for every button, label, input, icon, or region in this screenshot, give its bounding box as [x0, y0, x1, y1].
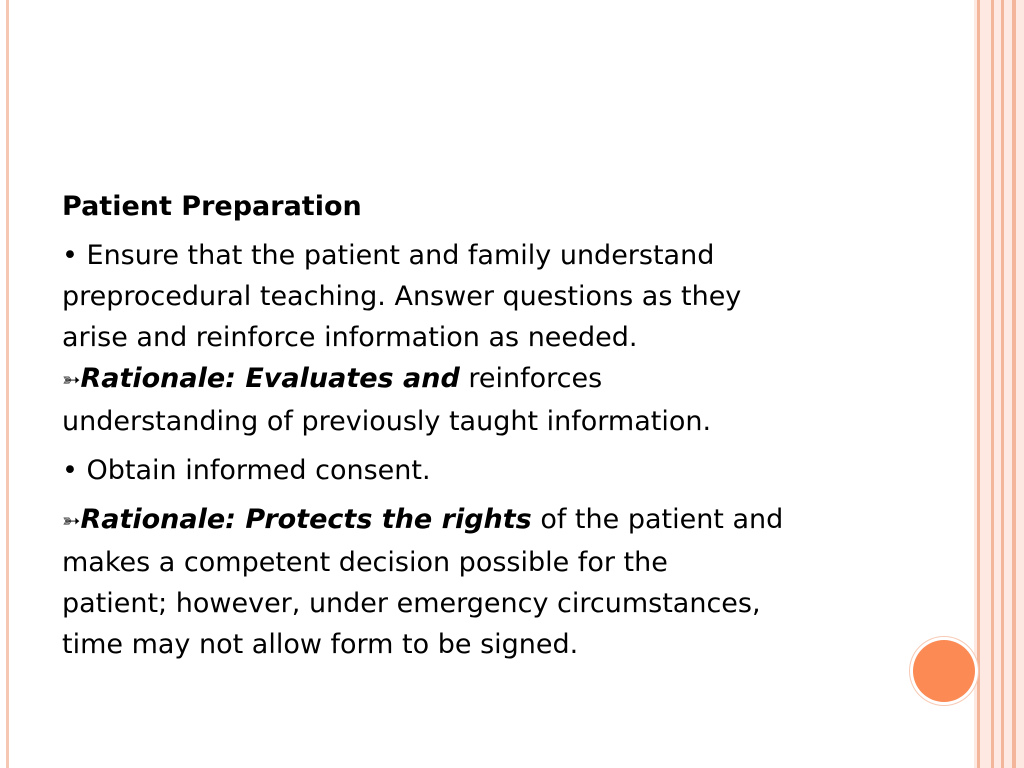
accent-circle	[913, 640, 975, 702]
bullet-informed-consent	[62, 450, 862, 491]
left-border-stripe	[6, 0, 9, 768]
rationale-text: of the patient and	[531, 504, 784, 535]
bullet-line: arise and reinforce information as needed.	[62, 322, 638, 353]
right-stripe-line	[977, 0, 980, 768]
arrow-icon: ➳	[62, 368, 81, 393]
right-stripe-line	[1001, 0, 1004, 768]
rationale-label: Rationale: Protects the rights	[80, 504, 532, 535]
bullet-ensure-understanding	[62, 235, 862, 442]
right-stripe-line	[1012, 0, 1016, 768]
rationale-line: makes a competent decision possible for the	[62, 547, 668, 578]
right-stripe-line	[991, 0, 994, 768]
slide-body	[62, 186, 862, 673]
rationale-text: reinforces	[459, 363, 603, 394]
bullet-line: • Ensure that the patient and family understand	[62, 240, 715, 271]
slide-heading: Patient Preparation	[62, 191, 362, 222]
rationale-rights	[62, 499, 862, 665]
rationale-line: patient; however, under emergency circumstances,	[62, 588, 761, 619]
rationale-line	[62, 358, 862, 401]
rationale-line: time may not allow form to be signed.	[62, 629, 579, 660]
bullet-line: understanding of previously taught information.	[62, 406, 712, 437]
bullet-line: • Obtain informed consent.	[62, 455, 431, 486]
arrow-icon: ➳	[62, 509, 81, 534]
right-decorative-band	[974, 0, 1024, 768]
rationale-line	[62, 499, 862, 542]
bullet-line: preprocedural teaching. Answer questions as they	[62, 281, 742, 312]
rationale-label: Rationale: Evaluates and	[80, 363, 460, 394]
